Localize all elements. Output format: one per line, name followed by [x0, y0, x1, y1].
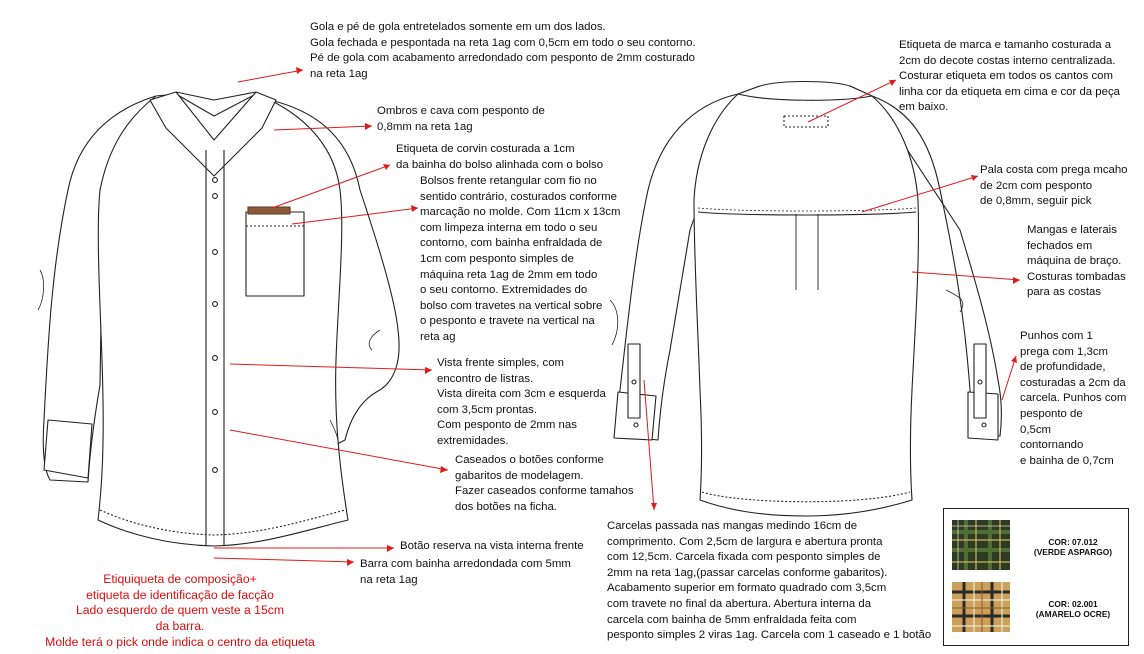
swatch-label-1: COR: 07.012 (VERDE ASPARGO): [1033, 537, 1113, 557]
note-carcelas: Carcelas passada nas mangas medindo 16cm de comprimento. Com 2,5cm de largura e abertura pronta com 12,5cm. Carcela fixada com pesponto simples de 2mm na reta 1ag,(passar carcelas conforme gabaritos). Acabamento superior em formato quadrado com 3,5cm com travete no final da abertura. Abertura interna da carcela com bainha de 5mm enfraldada feita com pesponto simples 2 viras 1ag. Carcela com 1 caseado e 1 botão: [607, 520, 932, 642]
note-barra: Barra com bainha arredondada com 5mm na reta 1ag: [360, 558, 571, 586]
note-gola: Gola e pé de gola entretelados somente em um dos lados. Gola fechada e pespontada na reta 1ag com 0,5cm em todo o seu contorno. Pé de gola com acabamento arredondado com pesponto de 2mm costurado na reta 1ag: [310, 21, 696, 80]
swatch-verde-aspargo: [952, 520, 1010, 570]
note-composicao: Etiquiqueta de composição+ etiqueta de identificação de facção Lado esquerdo de quem veste a 15cm da barra. Molde terá o pick onde indica o centro da etiqueta: [45, 572, 315, 649]
swatch-amarelo-ocre: [952, 582, 1010, 632]
brand-label: [784, 116, 828, 127]
note-vista: Vista frente simples, com encontro de listras. Vista direita com 3cm e esquerda com 3,5cm prontas. Com pesponto de 2mm nas extremidades.: [437, 357, 606, 447]
note-caseados: Caseados o botões conforme gabaritos de modelagem. Fazer caseados conforme tamahos dos botões na ficha.: [455, 454, 634, 513]
back-body: [694, 86, 918, 516]
back-shirt: [610, 82, 1001, 517]
note-etiqueta-marca: Etiqueta de marca e tamanho costurada a 2cm do decote costas interno centralizada. Costurar etiqueta em todos os cantos com linha cor da etiqueta em cima e cor da peça em baixo.: [899, 39, 1120, 114]
note-etiqueta-corvin: Etiqueta de corvin costurada a 1cm da bainha do bolso alinhada com o bolso: [396, 143, 604, 171]
corvin-label: [248, 207, 290, 214]
color-swatch-panel: [943, 508, 1129, 646]
swatch-label-2: COR: 02.001 (AMARELO OCRE): [1035, 599, 1111, 619]
back-collar: [738, 82, 872, 101]
note-punhos: Punhos com 1 prega com 1,3cm de profundidade, costuradas a 2cm da carcela. Punhos com pesponto de 0,5cm contornando e bainha de 0,7cm: [1020, 330, 1127, 467]
note-botao-reserva: Botão reserva na vista interna frente: [400, 540, 584, 552]
note-ombros: Ombros e cava com pesponto de 0,8mm na reta 1ag: [377, 105, 545, 133]
note-bolsos: Bolsos frente retangular com fio no sentido contrário, costurados conforme marcação no molde. Com 11cm x 13cm com limpeza interna em todo o seu contorno, com bainha enfraldada de 1cm com pesponto simples de máquina reta 1ag de 2mm em todo o seu contorno. Extremidades do bolso com travetes na vertical sobre o pesponto e travete na vertical na reta ag: [420, 175, 621, 343]
note-pala: Pala costa com prega mcaho de 2cm com pesponto de 0,8mm, seguir pick: [980, 164, 1128, 208]
front-pocket: [246, 212, 304, 296]
front-shirt: [38, 92, 399, 546]
front-left-cuff: [44, 420, 92, 478]
note-mangas: Mangas e laterais fechados em máquina de braço. Costuras tombadas para as costas: [1027, 224, 1126, 299]
